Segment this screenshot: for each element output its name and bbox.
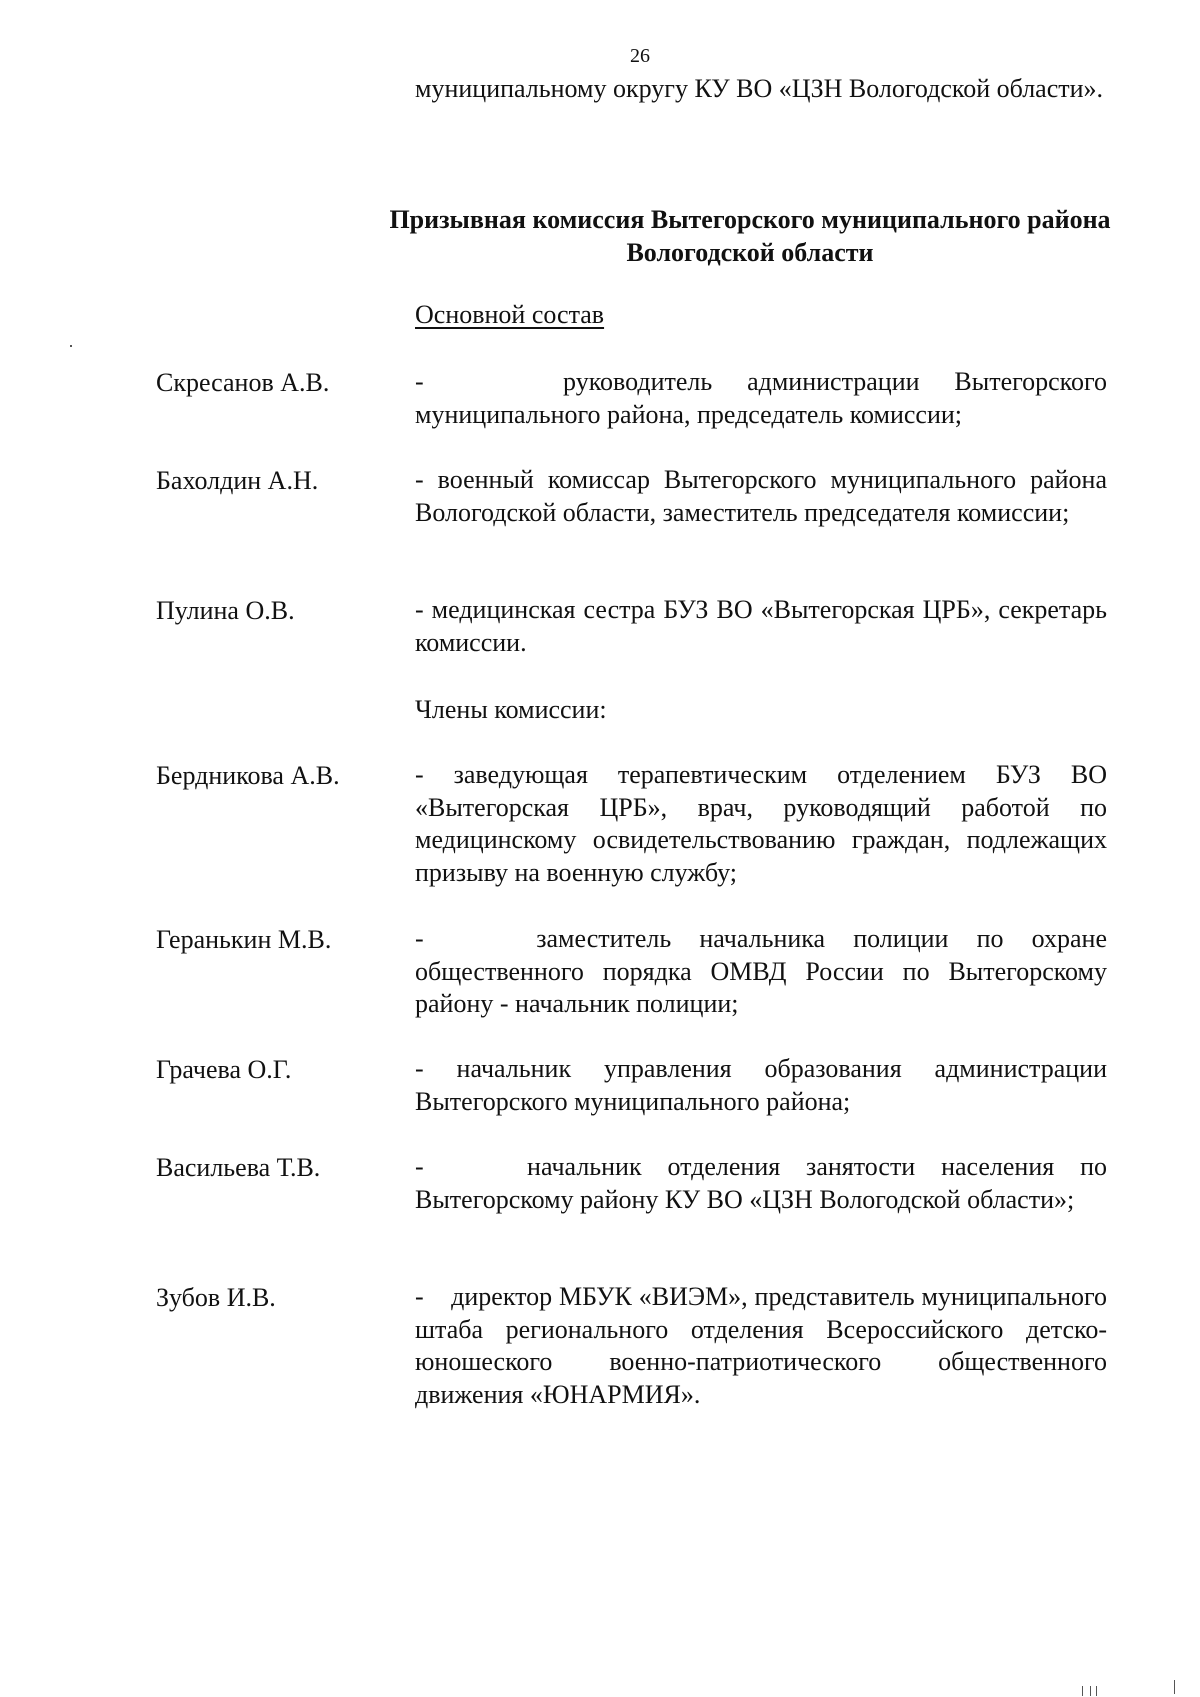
document-heading [100,203,1200,269]
scan-artifact [1174,1680,1175,1694]
scan-artifact [70,345,72,347]
member-name: Скресанов А.В. [156,368,330,397]
continuation-paragraph: муниципальному округу КУ ВО «ЦЗН Вологодской области». [415,74,1104,103]
member-role: - заведующая терапевтическим отделением БУЗ ВО «Вытегорская ЦРБ», врач, руководящий работой по медицинскому освидетельствованию граждан, подлежащих призыву на военную службу; [415,760,1107,887]
member-name: Геранькин М.В. [156,925,332,954]
member-role: - медицинская сестра БУЗ ВО «Вытегорская ЦРБ», секретарь комиссии. [415,595,1107,657]
scan-artifact [1090,1686,1091,1696]
member-role: - начальник управления образования администрации Вытегорского муниципального района; [415,1054,1107,1116]
member-role: - военный комиссар Вытегорского муниципального района Вологодской области, заместитель председателя комиссии; [415,465,1107,527]
heading-line-1: Призывная комиссия Вытегорского муниципального района [389,205,1111,234]
member-name: Васильева Т.В. [156,1153,321,1182]
member-role: - заместитель начальника полиции по охране общественного порядка ОМВД России по Вытегорскому району - начальник полиции; [415,924,1107,1018]
member-name: Бердникова А.В. [156,761,340,790]
heading-line-2: Вологодской области [626,238,874,267]
member-name: Бахолдин А.Н. [156,466,319,495]
main-composition-label: Основной состав [415,300,605,329]
member-name: Пулина О.В. [156,596,295,625]
member-role: - директор МБУК «ВИЭМ», представитель муниципального штаба регионального отделения Всероссийского детско-юношеского военно-патриотического общественного движения «ЮНАРМИЯ». [415,1282,1107,1409]
scan-artifact [1096,1686,1097,1696]
members-label: Члены комиссии: [415,695,607,724]
page-number: 26 [630,45,650,67]
member-role: - руководитель администрации Вытегорского муниципального района, председатель комиссии; [415,367,1107,429]
member-name: Грачева О.Г. [156,1055,292,1084]
member-role: - начальник отделения занятости населения по Вытегорскому району КУ ВО «ЦЗН Вологодской области»; [415,1152,1107,1214]
scan-artifact [1082,1686,1083,1696]
member-name: Зубов И.В. [156,1283,276,1312]
